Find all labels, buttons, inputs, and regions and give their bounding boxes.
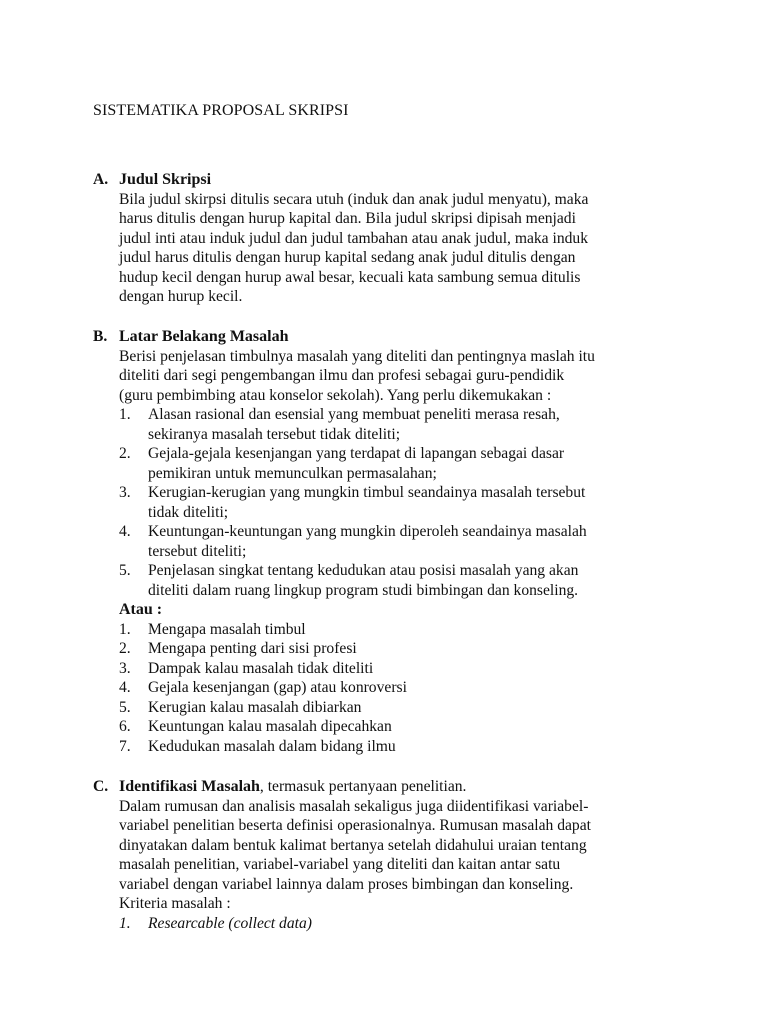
list-item-line: Gejala kesenjangan (gap) atau konroversi: [148, 679, 407, 696]
numbered-list-short: [119, 620, 679, 757]
list-number: 5.: [119, 698, 131, 716]
list-number: 2.: [119, 640, 131, 657]
paragraph-line: Bila judul skirpsi ditulis secara utuh (induk dan anak judul menyatu), maka: [119, 190, 589, 208]
list-item: [119, 522, 679, 561]
section-paragraph: [119, 190, 679, 307]
list-item: [119, 678, 679, 698]
paragraph-line: judul harus ditulis dengan hurup kapital sedang anak judul ditulis dengan: [119, 249, 576, 266]
list-number: 6.: [119, 718, 131, 735]
list-number: 1.: [119, 914, 131, 932]
list-number: 7.: [119, 737, 131, 755]
paragraph-line: masalah penelitian, variabel-variabel yang diteliti dan kaitan antar satu: [119, 856, 561, 873]
list-item: [119, 620, 679, 640]
list-item-line: Mengapa penting dari sisi profesi: [148, 640, 357, 657]
section-heading: [93, 777, 683, 797]
section-judul-skripsi: [93, 170, 683, 307]
list-item-line: Keuntungan-keuntungan yang mungkin diperoleh seandainya masalah: [148, 523, 587, 540]
list-number: 5.: [119, 562, 131, 579]
list-item-line: sekiranya masalah tersebut tidak diteliti;: [148, 425, 401, 443]
list-item: [119, 698, 679, 718]
paragraph-line: dinyatakan dalam bentuk kalimat bertanya setelah didahului uraian tentang: [119, 836, 587, 854]
list-number: 4.: [119, 679, 131, 696]
list-item: [119, 717, 679, 737]
paragraph-line: judul inti atau induk judul dan judul tambahan atau anak judul, maka induk: [119, 229, 589, 247]
section-title: Latar Belakang Masalah: [119, 328, 289, 345]
list-item-line: Kedudukan masalah dalam bidang ilmu: [148, 737, 396, 755]
list-item-line: Kerugian kalau masalah dibiarkan: [148, 698, 362, 716]
list-item-line: Gejala-gejala kesenjangan yang terdapat di lapangan sebagai dasar: [148, 445, 565, 462]
list-number: 2.: [119, 445, 131, 462]
list-item-line: pemikiran untuk memunculkan permasalahan;: [148, 464, 437, 482]
paragraph-line: Berisi penjelasan timbulnya masalah yang diteliti dan pentingnya maslah itu: [119, 347, 595, 365]
numbered-list: [119, 405, 679, 600]
list-item: [119, 561, 679, 600]
criteria-list: [119, 914, 679, 934]
paragraph-line: dengan hurup kecil.: [119, 288, 243, 305]
list-item: [119, 639, 679, 659]
atau-label: Atau :: [119, 601, 163, 618]
paragraph-line: hudup kecil dengan hurup awal besar, kecuali kata sambung semua ditulis: [119, 268, 581, 286]
list-item: [119, 659, 679, 679]
section-title: [119, 777, 466, 797]
list-item-line: Kerugian-kerugian yang mungkin timbul seandainya masalah tersebut: [148, 484, 586, 501]
list-item: [119, 444, 679, 483]
section-letter: B.: [93, 328, 108, 345]
document-title: SISTEMATIKA PROPOSAL SKRIPSI: [93, 102, 349, 119]
section-identifikasi-masalah: [93, 777, 683, 933]
list-number: 4.: [119, 523, 131, 540]
section-title: Judul Skripsi: [119, 171, 212, 188]
list-item-line: tidak diteliti;: [148, 503, 229, 521]
list-item-line: Researcable (collect data): [148, 914, 312, 932]
section-paragraph: [119, 797, 679, 914]
section-letter: C.: [93, 778, 109, 795]
paragraph-line: harus ditulis dengan hurup kapital dan. Bila judul skripsi dipisah menjadi: [119, 210, 576, 227]
list-item-line: Mengapa masalah timbul: [148, 620, 306, 638]
section-title-rest: , termasuk pertanyaan penelitian.: [259, 778, 467, 795]
paragraph-line: Dalam rumusan dan analisis masalah sekaligus juga diidentifikasi variabel-: [119, 797, 589, 815]
list-item-line: diteliti dalam ruang lingkup program studi bimbingan dan konseling.: [148, 581, 579, 599]
section-latar-belakang: [93, 327, 683, 756]
list-number: 1.: [119, 406, 131, 423]
paragraph-line: variabel penelitian beserta definisi operasionalnya. Rumusan masalah dapat: [119, 817, 591, 834]
list-item-line: tersebut diteliti;: [148, 542, 247, 560]
list-item-line: Dampak kalau masalah tidak diteliti: [148, 659, 374, 677]
paragraph-line: diteliti dari segi pengembangan ilmu dan profesi sebagai guru-pendidik: [119, 367, 565, 384]
list-item: [119, 737, 679, 757]
list-item-line: Keuntungan kalau masalah dipecahkan: [148, 718, 392, 735]
list-item: [119, 405, 679, 444]
list-item: [119, 914, 679, 934]
paragraph-line: (guru pembimbing atau konselor sekolah). Yang perlu dikemukakan :: [119, 386, 552, 404]
paragraph-line: variabel dengan variabel lainnya dalam proses bimbingan dan konseling.: [119, 875, 574, 893]
paragraph-line: Kriteria masalah :: [119, 895, 231, 912]
section-title-bold: Identifikasi Masalah: [119, 778, 260, 795]
section-letter: A.: [93, 171, 109, 188]
list-item-line: Alasan rasional dan esensial yang membuat peneliti merasa resah,: [148, 406, 560, 423]
list-item: [119, 483, 679, 522]
section-heading: [93, 327, 683, 347]
list-item-line: Penjelasan singkat tentang kedudukan atau posisi masalah yang akan: [148, 562, 579, 579]
section-heading: [93, 170, 683, 190]
list-number: 1.: [119, 620, 131, 638]
list-number: 3.: [119, 659, 131, 677]
section-paragraph: [119, 347, 679, 406]
list-number: 3.: [119, 484, 131, 501]
